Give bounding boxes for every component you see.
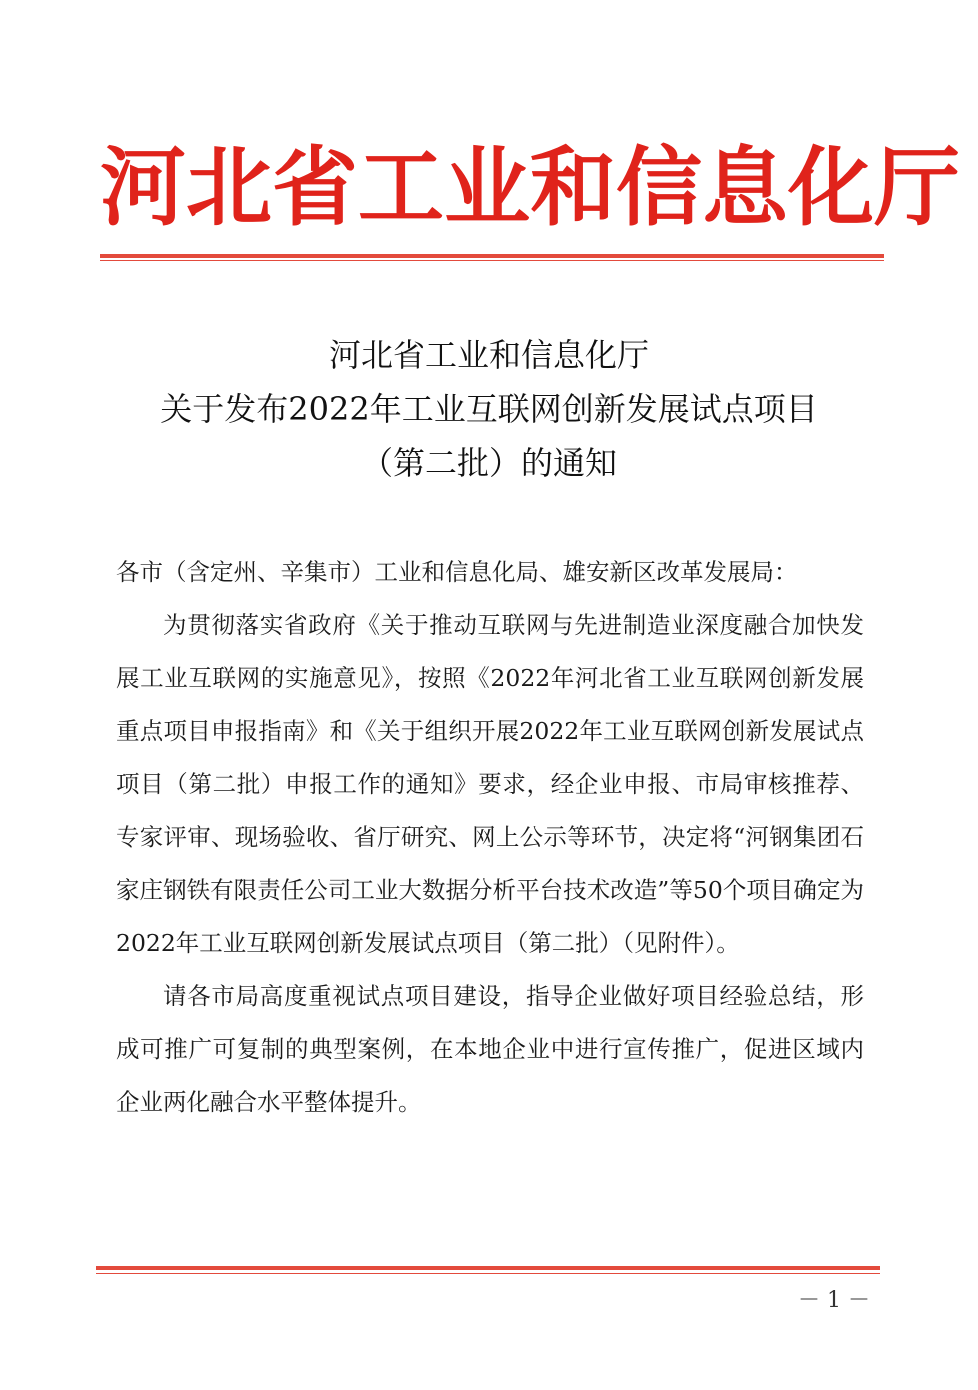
addressee-line: 各市（含定州、辛集市）工业和信息化局、雄安新区改革发展局： — [116, 558, 798, 586]
document-body — [116, 546, 864, 1129]
body-paragraph-2: 请各市局高度重视试点项目建设，指导企业做好项目经验总结，形成可推广可复制的典型案例，在本地企业中进行宣传推广，促进区域内企业两化融合水平整体提升。 — [116, 982, 864, 1116]
document-title — [60, 328, 918, 490]
letterhead-title: 河北省工业和信息化厅 — [100, 137, 960, 238]
header-red-rule-thin — [100, 260, 884, 261]
footer-red-rule — [96, 1266, 880, 1270]
footer-red-rule-thin — [96, 1273, 880, 1274]
body-paragraph-1: 为贯彻落实省政府《关于推动互联网与先进制造业深度融合加快发展工业互联网的实施意见》，按照《2022年河北省工业互联网创新发展重点项目申报指南》和《关于组织开展2022年工业互联网创新发展试点项目（第二批）申报工作的通知》要求，经企业申报、市局审核推荐、专家评审、现场验收、省厅研究、网上公示等环节，决定将“河钢集团石家庄钢铁有限责任公司工业大数据分析平台技术改造”等50个项目确定为2022年工业互联网创新发展试点项目（第二批）（见附件）。 — [116, 611, 864, 957]
page-number: － 1 － — [798, 1288, 870, 1313]
document-title-line-2: 关于发布2022年工业互联网创新发展试点项目 — [160, 390, 818, 428]
document-title-line-3: （第二批）的通知 — [360, 444, 617, 482]
header-red-rule — [100, 254, 884, 258]
document-title-line-1: 河北省工业和信息化厅 — [328, 336, 649, 374]
